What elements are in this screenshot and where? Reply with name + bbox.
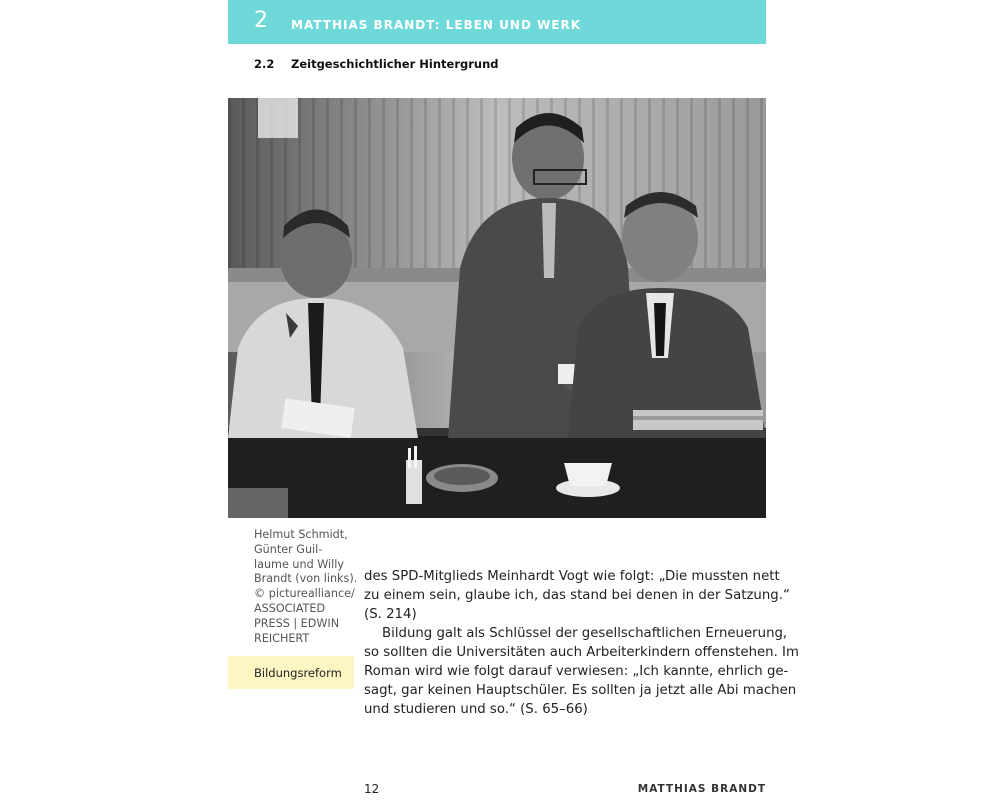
body-line: sagt, gar keinen Hauptschüler. Es sollten ja jetzt alle Abi machen: [364, 683, 797, 698]
running-footer-author: MATTHIAS BRANDT: [637, 783, 766, 795]
photo-illustration: [228, 98, 766, 518]
historical-photo: [228, 98, 766, 518]
body-paragraphs: [364, 567, 799, 719]
section-number: 2.2: [254, 57, 275, 71]
margin-note-box: [228, 656, 354, 689]
caption-line: © picturealliance/: [254, 587, 355, 601]
body-line: so sollten die Universitäten auch Arbeiterkindern offenstehen. Im: [364, 645, 799, 660]
margin-note-label: Bildungsreform: [254, 666, 342, 680]
section-title: Zeitgeschichtlicher Hintergrund: [291, 57, 499, 71]
caption-line: ASSOCIATED: [254, 601, 326, 615]
chapter-header-bar: [228, 0, 766, 44]
body-line: Roman wird wie folgt darauf verwiesen: „Ich kannte, ehrlich ge-: [364, 664, 789, 679]
body-line: (S. 214): [364, 607, 417, 622]
body-line: und studieren und so.“ (S. 65–66): [364, 702, 588, 717]
chapter-number: 2: [254, 8, 268, 33]
chapter-title: MATTHIAS BRANDT: LEBEN UND WERK: [291, 18, 582, 32]
page-number: 12: [364, 782, 380, 796]
caption-line: laume und Willy: [254, 557, 344, 571]
caption-line: Brandt (von links).: [254, 572, 358, 586]
body-line: Bildung galt als Schlüssel der gesellschaftlichen Erneuerung,: [382, 626, 788, 641]
caption-line: Günter Guil-: [254, 542, 323, 556]
body-line: des SPD-Mitglieds Meinhardt Vogt wie folgt: „Die mussten nett: [364, 569, 780, 584]
caption-line: REICHERT: [254, 631, 310, 645]
photo-caption: [254, 528, 358, 646]
caption-line: PRESS | EDWIN: [254, 616, 340, 630]
caption-line: Helmut Schmidt,: [254, 528, 348, 541]
body-line: zu einem sein, glaube ich, das stand bei denen in der Satzung.“: [364, 588, 790, 603]
